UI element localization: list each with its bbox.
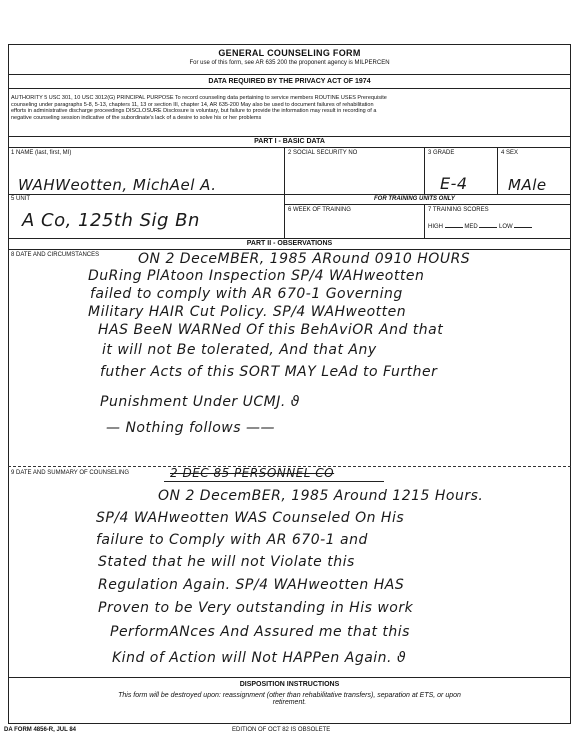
- circumstances-line: Military HAIR Cut Policy. SP/4 WAHweotten: [88, 304, 407, 320]
- circumstances-line: it will not Be tolerated, And that Any: [102, 342, 377, 358]
- divider: [8, 249, 571, 250]
- part1-heading: PART I - BASIC DATA: [254, 138, 325, 145]
- unit-label: 5 UNIT: [11, 196, 31, 202]
- summary-header-underline: [164, 481, 384, 482]
- disposition-heading: DISPOSITION INSTRUCTIONS: [239, 681, 340, 688]
- summary-line: SP/4 WAHweotten WAS Counseled On His: [96, 510, 405, 526]
- circumstances-line: ON 2 DeceMBER, 1985 ARound 0910 HOURS: [138, 251, 471, 267]
- ssn-label: 2 SOCIAL SECURITY NO: [288, 150, 358, 156]
- summary-line: PerformANces And Assured me that this: [110, 624, 410, 640]
- training-scores-label: 7 TRAINING SCORES: [428, 207, 489, 213]
- training-scores-fields: [428, 224, 532, 230]
- form-border: [8, 44, 571, 724]
- disposition-text: This form will be destroyed upon: reassignment (other than rehabilitative transfers), separation at ETS, or upon retirement.: [118, 692, 461, 706]
- name-value: WAHWeotten, MichAel A.: [18, 176, 217, 194]
- form-title: GENERAL COUNSELING FORM: [218, 48, 361, 58]
- divider: [424, 147, 425, 194]
- unit-value: A Co, 125th Sig Bn: [22, 210, 200, 231]
- high-label: HIGH: [428, 224, 443, 230]
- grade-value: E-4: [440, 174, 468, 193]
- part2-heading: PART II - OBSERVATIONS: [246, 240, 333, 247]
- divider: [8, 136, 571, 137]
- circumstances-line: HAS BeeN WARNed Of this BehAviOR And that: [98, 322, 444, 338]
- summary-label: 9 DATE AND SUMMARY OF COUNSELING: [11, 470, 130, 476]
- summary-line: Stated that he will not Violate this: [98, 554, 355, 570]
- divider: [497, 147, 498, 194]
- date-circumstances-label: 8 DATE AND CIRCUMSTANCES: [11, 252, 100, 258]
- summary-line: ON 2 DecemBER, 1985 Around 1215 Hours.: [158, 488, 484, 504]
- circumstances-line: — Nothing follows ——: [106, 420, 275, 436]
- summary-line: Proven to be Very outstanding in His work: [98, 600, 414, 616]
- summary-line: failure to Comply with AR 670-1 and: [96, 532, 368, 548]
- privacy-act-text: AUTHORITY 5 USC 301, 10 USC 3012(G) PRINCIPAL PURPOSE To record counseling data pertaining to service members ROUTINE USES Prerequisite counseling under paragraphs 5-8, 5-13, chapters 11, 13 or section III, chapter 14, AR 635-200 May also be used to document failures of rehabilitation efforts in administrative discharge proceedings DISCLOSURE Disclosure is voluntary, but failure to provide the information may result in recording of a negative counseling session indicative of the subordinate's lack of a desire to solve his or her problems: [11, 95, 387, 121]
- grade-label: 3 GRADE: [428, 150, 455, 156]
- circumstances-line: DuRing PlAtoon Inspection SP/4 WAHweotten: [88, 268, 425, 284]
- low-score-field[interactable]: [514, 227, 532, 228]
- divider: [8, 238, 571, 239]
- divider: [8, 88, 571, 89]
- med-label: MED: [464, 224, 478, 230]
- divider: [8, 677, 571, 678]
- divider: [284, 204, 571, 205]
- form-number: DA FORM 4856-R, JUL 84: [4, 727, 77, 733]
- privacy-act-heading: DATA REQUIRED BY THE PRIVACY ACT OF 1974: [208, 78, 371, 85]
- divider: [8, 194, 571, 195]
- divider: [284, 147, 285, 238]
- circumstances-line: Punishment Under UCMJ. ϑ: [100, 394, 300, 410]
- med-score-field[interactable]: [479, 227, 497, 228]
- summary-header-handwriting: 2 DEC 85 PERSONNEL CO: [170, 466, 335, 480]
- divider: [8, 147, 571, 148]
- form-subtitle: For use of this form, see AR 635 200 the proponent agency is MILPERCEN: [189, 60, 390, 66]
- divider: [8, 74, 571, 75]
- low-label: LOW: [499, 224, 513, 230]
- high-score-field[interactable]: [445, 227, 463, 228]
- divider: [424, 204, 425, 238]
- edition-notice: EDITION OF OCT 82 IS OBSOLETE: [232, 727, 331, 733]
- summary-line: Regulation Again. SP/4 WAHweotten HAS: [98, 577, 405, 593]
- name-label: 1 NAME (last, first, MI): [11, 150, 72, 156]
- sex-value: MAle: [508, 176, 547, 194]
- summary-line: Kind of Action will Not HAPPen Again. ϑ: [112, 650, 407, 666]
- training-units-label: FOR TRAINING UNITS ONLY: [374, 196, 455, 202]
- week-of-training-label: 6 WEEK OF TRAINING: [288, 207, 351, 213]
- sex-label: 4 SEX: [501, 150, 519, 156]
- circumstances-line: futher Acts of this SORT MAY LeAd to Further: [100, 364, 438, 380]
- circumstances-line: failed to comply with AR 670-1 Governing: [90, 286, 403, 302]
